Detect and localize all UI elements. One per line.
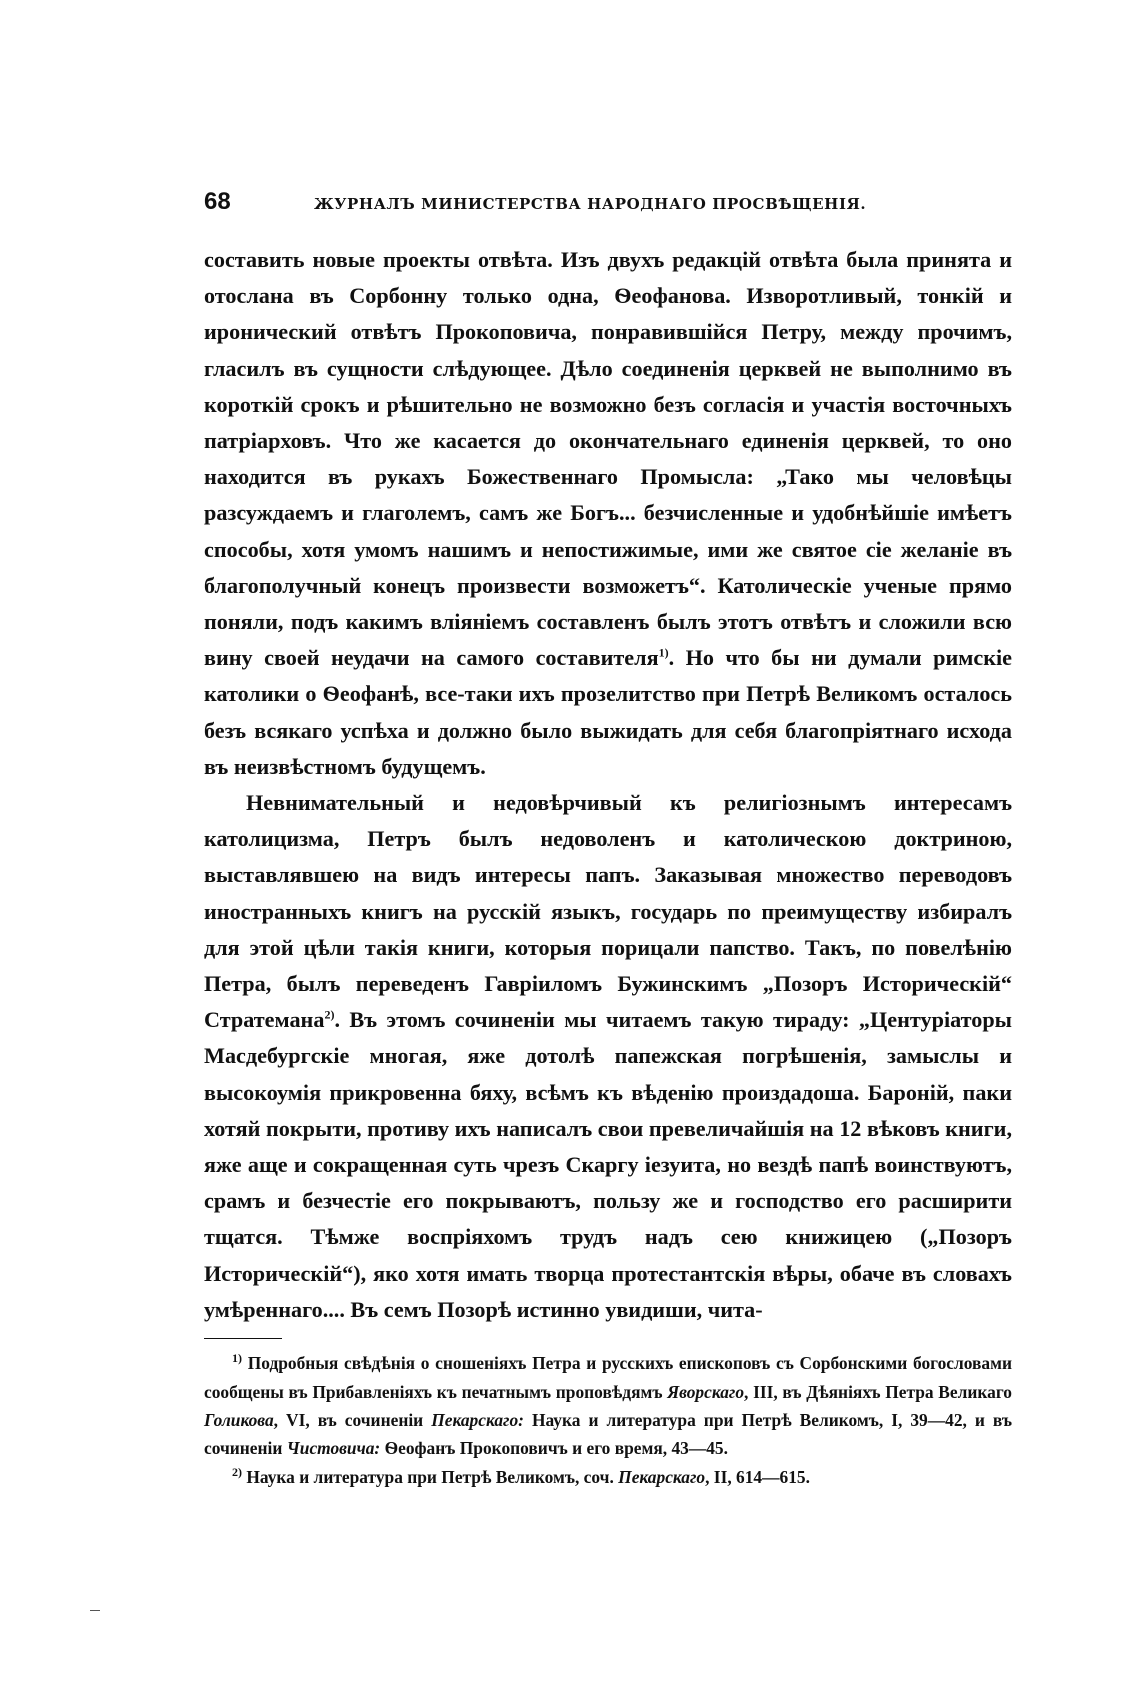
paragraph-1-text: составить новые проекты отвѣта. Изъ двухъ редакцій отвѣта была принята и отослана въ Сорбонну только одна, Ѳеофанова. Изворотливый, тонкій и иронический отвѣтъ Прокоповича, понравившійся Петру, между прочимъ, гласилъ въ сущности слѣдующее. Дѣло соединенія церквей не выполнимо въ короткій срокъ и рѣшительно не возможно безъ согласія и участія восточныхъ патріарховъ. Что же касается до окончательнаго единенія церквей, то оно находится въ рукахъ Божественнаго Промысла: „Тако мы человѣцы разсуждаемъ и глаголемъ, самъ же Богъ... безчисленные и удобнѣйшіе имѣетъ способы, хотя умомъ нашимъ и непостижимые, ими же святое сіе желаніе въ благополучный конецъ произвести возможетъ“. Католическіе ученые прямо поняли, подъ какимъ вліяніемъ составленъ былъ этотъ отвѣтъ и сложили всю вину своей неудачи на самого составителя: [204, 247, 1012, 671]
main-text: [204, 242, 1012, 1328]
footnote-1-author-1: Яворскаго: [667, 1381, 745, 1402]
footnote-2: [204, 1463, 1012, 1491]
footnote-1-author-2: Голикова: [204, 1409, 274, 1430]
footnote-1-text-d: Наука и литература при Петрѣ Великомъ, I, 39—42, и въ сочиненіи: [204, 1409, 1012, 1459]
footnote-1-text-a: Подробныя свѣдѣнія о сношеніяхъ Петра и русскихъ епископовъ съ Сорбонскими богословами сообщены въ Прибавленіяхъ къ печатнымъ проповѣдямъ: [204, 1353, 1012, 1402]
footnote-2-text-b: , II, 614—615.: [705, 1466, 810, 1487]
paragraph-2-text: Невнимательный и недовѣрчивый къ религіознымъ интересамъ католицизма, Петръ былъ недоволенъ и католическою доктриною, выставлявшею на видъ интересы папъ. Заказывая множество переводовъ иностранныхъ книгъ на русскій языкъ, государь по преимуществу избиралъ для этой цѣли такія книги, которыя порицали папство. Такъ, по повелѣнію Петра, былъ переведенъ Гавріиломъ Бужинскимъ „Позоръ Историческій“ Стратемана: [204, 790, 1012, 1033]
footnote-1: [204, 1349, 1012, 1463]
scan-mark: [90, 1610, 100, 1611]
paragraph-2: [204, 785, 1012, 1328]
paragraph-1-continuation: . Но что бы ни думали римскіе католики о Ѳеофанѣ, все-таки ихъ прозелитство при Петрѣ Великомъ осталось безъ всякаго успѣха и должно было выжидать для себя благопріятнаго исхода въ неизвѣстномъ будущемъ.: [204, 645, 1012, 779]
footnote-ref-2: 2): [324, 1007, 335, 1022]
footnote-2-author: Пекарскаго: [618, 1466, 706, 1487]
book-page: [204, 188, 1012, 1491]
page-number: 68: [204, 188, 231, 215]
running-head: [204, 188, 1012, 228]
footnote-1-text-e: Ѳеофанъ Прокоповичъ и его время, 43—45.: [384, 1438, 728, 1459]
footnote-ref-1: 1): [658, 645, 669, 660]
footnote-1-author-4: Чистовича:: [286, 1438, 381, 1459]
paragraph-1: [204, 242, 1012, 785]
footnote-1-author-3: Пекарскаго:: [431, 1409, 524, 1430]
footnote-divider: [204, 1338, 282, 1339]
footnote-1-text-c: , VI, въ сочиненіи: [273, 1409, 424, 1430]
footnote-1-text-b: , III, въ Дѣяніяхъ Петра Великаго: [744, 1381, 1012, 1402]
journal-title: ЖУРНАЛЪ МИНИСТЕРСТВА НАРОДНАГО ПРОСВѢЩЕНІЯ.: [314, 195, 867, 213]
footnote-2-mark: 2): [232, 1464, 242, 1479]
paragraph-2-continuation: . Въ этомъ сочиненіи мы читаемъ такую тираду: „Центуріаторы Масдебургскіе многая, яже дотолѣ папежская погрѣшенія, замыслы и высокоумія прикровенна бяху, всѣмъ къ вѣденію произдадоша. Бароній, паки хотяй покрыти, противу ихъ написалъ свои превеличайшія на 12 вѣковъ книги, яже аще и сокращенная суть чрезъ Скаргу іезуита, но вездѣ папѣ воинствуютъ, срамъ и безчестіе его покрываютъ, пользу же и господство его расширити тщатся. Тѣмже воспріяхомъ трудъ надъ сею книжицею („Позоръ Историческій“), яко хотя имать творца протестантскія вѣры, обаче въ словахъ умѣреннаго.... Въ семъ Позорѣ истинно увидиши, чита-: [204, 1007, 1012, 1322]
footnotes: [204, 1349, 1012, 1491]
footnote-1-mark: 1): [232, 1351, 242, 1366]
footnote-2-text-a: Наука и литература при Петрѣ Великомъ, соч.: [246, 1466, 614, 1487]
